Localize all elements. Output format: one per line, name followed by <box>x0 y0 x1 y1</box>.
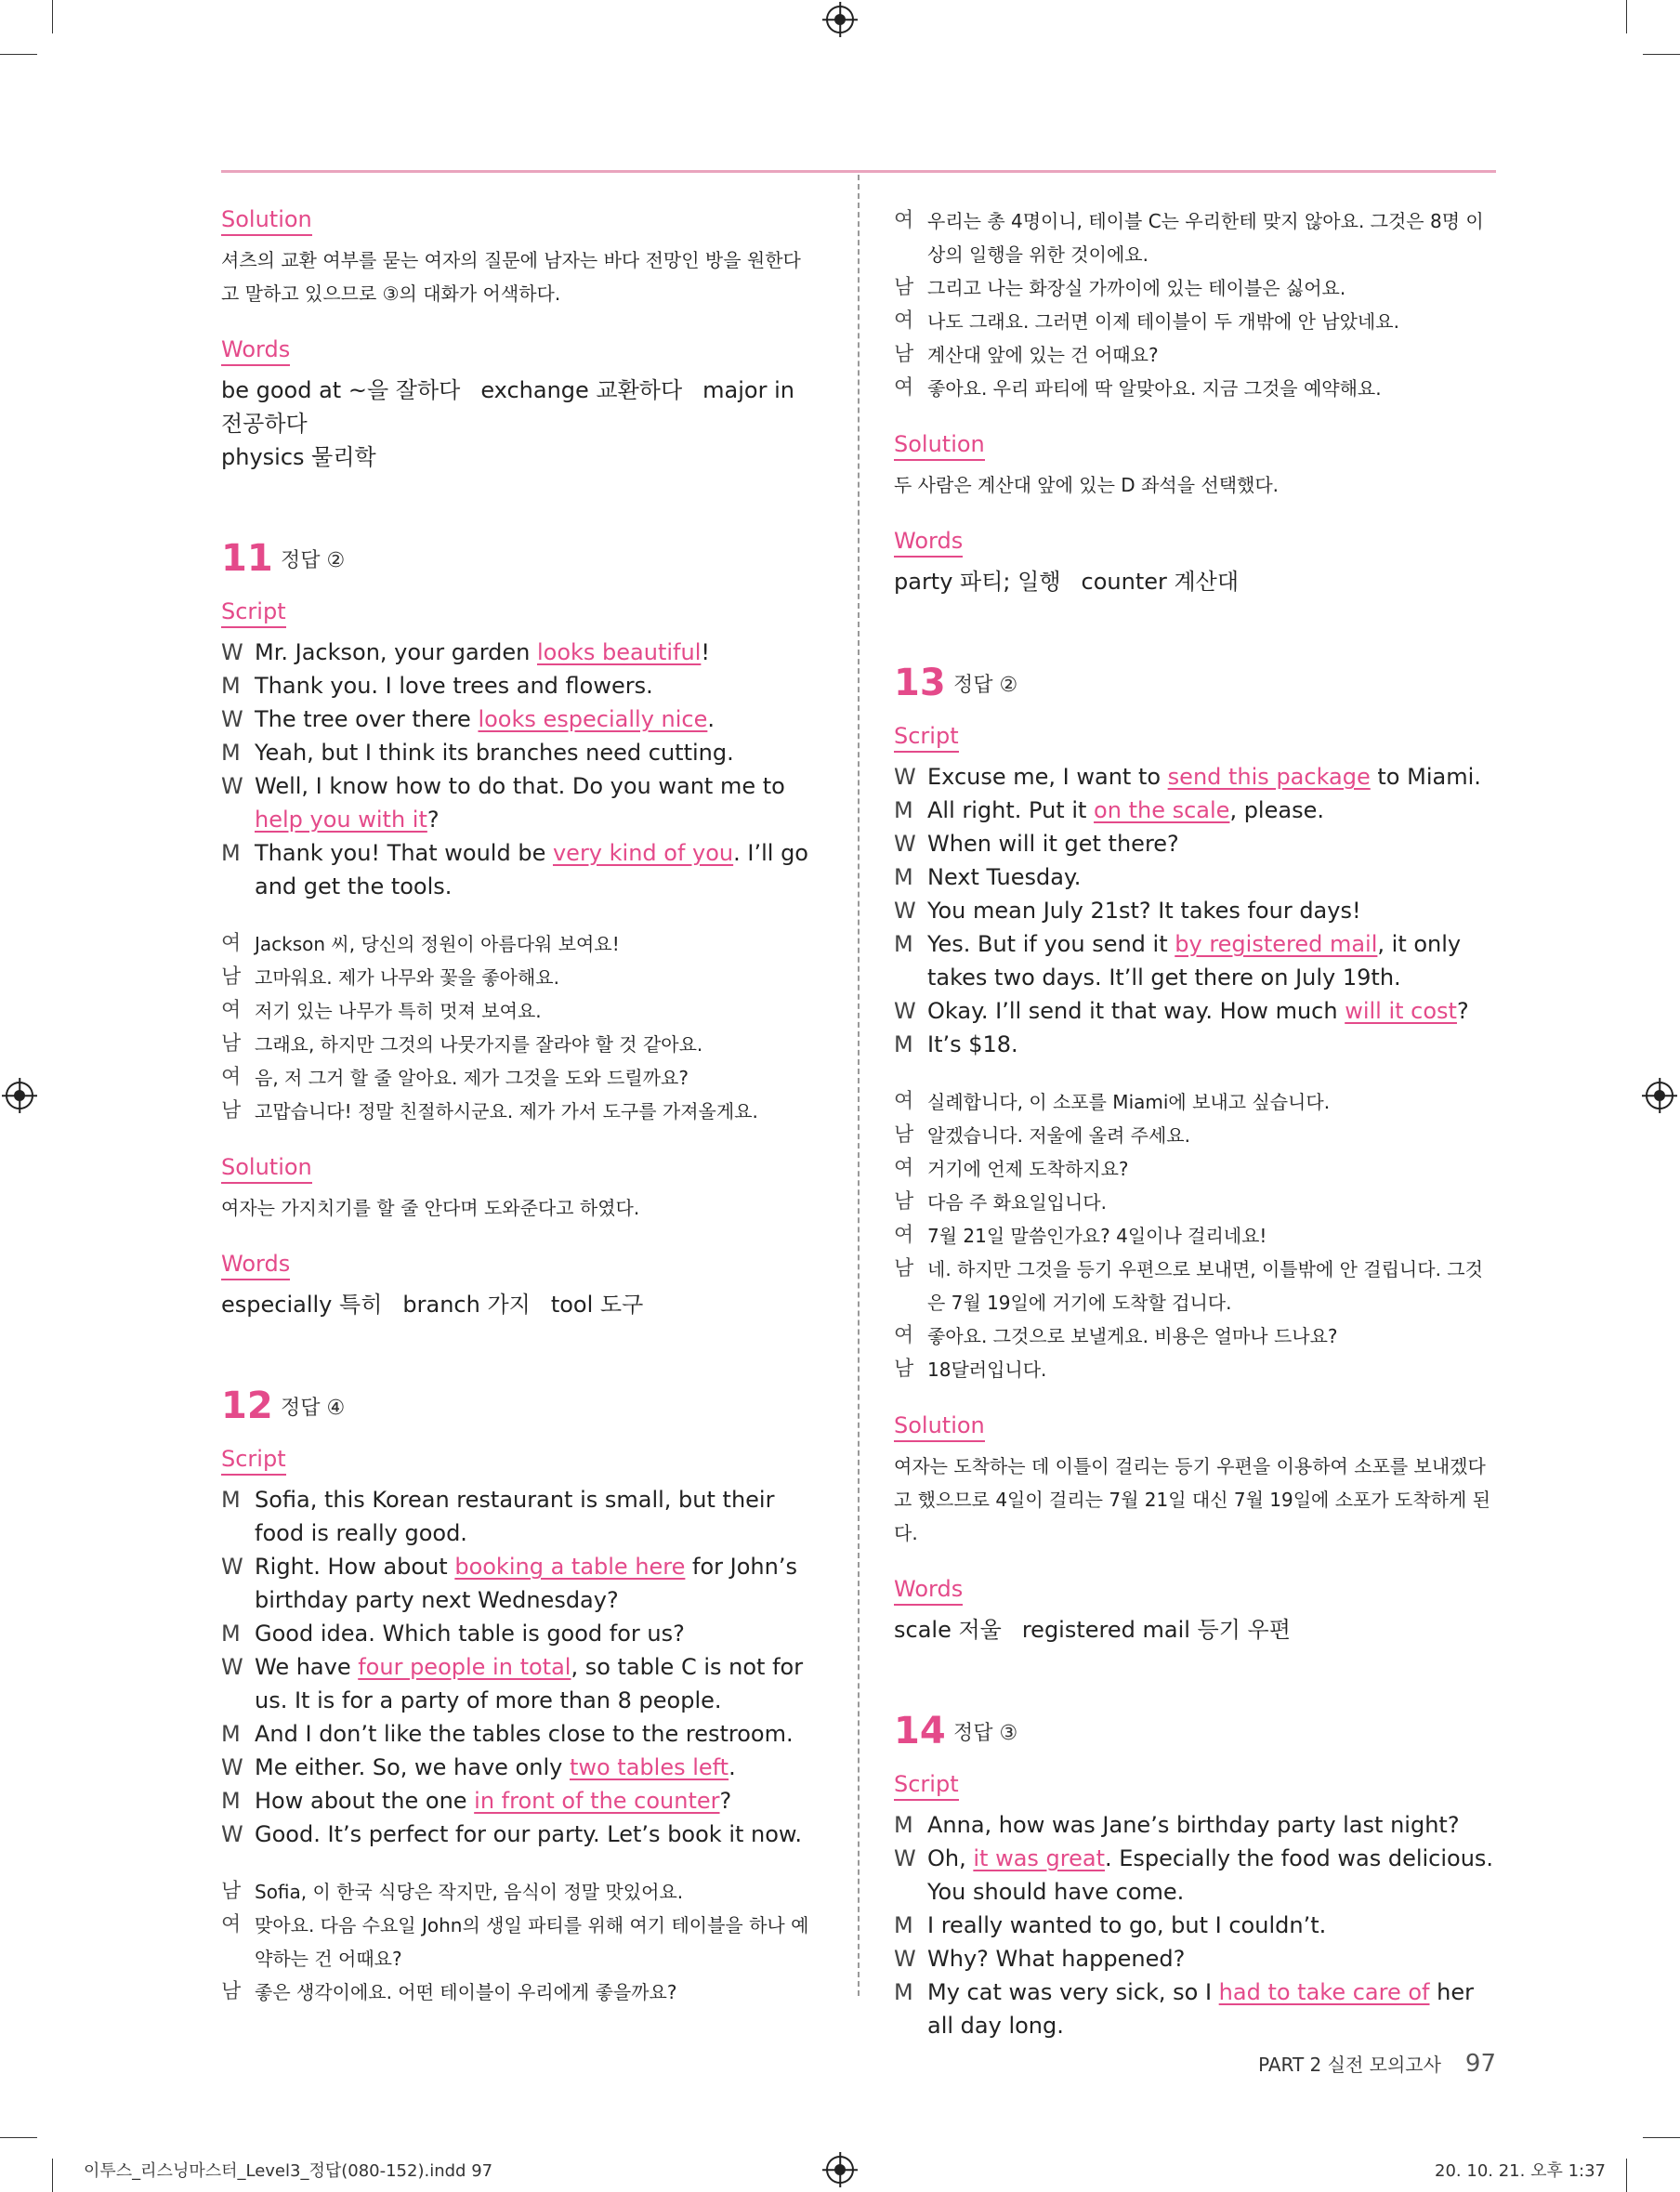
question-header <box>894 1706 1496 1756</box>
registration-mark-icon <box>826 6 854 33</box>
speaker-label: M <box>221 1788 241 1814</box>
line-text <box>255 1550 821 1617</box>
line-text: 좋은 생각이에요. 어떤 테이블이 우리에게 좋을까요? <box>255 1981 677 2003</box>
speaker-label: M <box>894 1031 913 1057</box>
question-header <box>894 658 1496 708</box>
text-segment: Oh, <box>927 1845 974 1871</box>
line-text <box>927 794 1496 827</box>
words-list: especially 특히 branch 가지 tool 도구 <box>221 1292 644 1318</box>
translation-line <box>894 1353 1496 1386</box>
line-text: 좋아요. 우리 파티에 딱 알맞아요. 지금 그것을 예약해요. <box>927 377 1382 400</box>
script-line <box>221 702 821 736</box>
speaker-label: 여 <box>894 1157 914 1180</box>
script-line <box>894 994 1496 1028</box>
question-number: 14 <box>894 1710 946 1752</box>
text-segment: Excuse me, I want to <box>927 764 1168 790</box>
translation-line <box>221 961 821 994</box>
line-text <box>255 1650 821 1717</box>
text-segment: Next Tuesday. <box>927 864 1082 890</box>
crop-mark <box>0 2137 37 2138</box>
text-segment: And I don’t like the tables close to the restroom. <box>255 1721 794 1747</box>
words-list: party 파티; 일행 counter 계산대 <box>894 569 1240 595</box>
speaker-label: 여 <box>894 1324 914 1347</box>
speaker-label: 남 <box>221 965 242 989</box>
line-text: 실례합니다, 이 소포를 Miami에 보내고 싶습니다. <box>927 1091 1331 1113</box>
line-text: 나도 그래요. 그러면 이제 테이블이 두 개밖에 안 남았네요. <box>927 310 1399 333</box>
question-header <box>221 533 821 584</box>
speaker-label: 남 <box>894 343 914 366</box>
text-segment: Sofia, this Korean restaurant is small, but their food is really good. <box>255 1487 775 1546</box>
text-segment: Yes. But if you send it <box>927 931 1175 957</box>
translation-line <box>221 1909 821 1975</box>
text-segment: , so table C is not for us. It is for a party of more than 8 people. <box>255 1654 804 1713</box>
crop-mark <box>1643 54 1680 55</box>
left-column <box>221 204 821 2009</box>
line-text: 우리는 총 4명이니, 테이블 C는 우리한테 맞지 않아요. 그것은 8명 이상의 일행을 위한 것이에요. <box>927 210 1484 266</box>
text-segment: It’s $18. <box>927 1031 1018 1057</box>
speaker-label: M <box>894 1912 913 1938</box>
line-text: Jackson 씨, 당신의 정원이 아름다워 보여요! <box>255 933 620 955</box>
speaker-label: M <box>894 931 913 957</box>
speaker-label: M <box>894 864 913 890</box>
line-text: 음, 저 그거 할 줄 알아요. 제가 그것을 도와 드릴까요? <box>255 1067 689 1089</box>
line-text <box>927 927 1496 994</box>
column-divider <box>858 175 860 1996</box>
speaker-label: W <box>221 639 243 665</box>
line-text: 좋아요. 그것으로 보낼게요. 비용은 얼마나 드나요? <box>927 1325 1338 1347</box>
speaker-label: 남 <box>221 1980 242 2003</box>
words-label: Words <box>894 526 963 558</box>
text-segment: The tree over there <box>255 706 479 732</box>
script-label: Script <box>221 597 286 628</box>
question-number: 13 <box>894 662 946 704</box>
line-text <box>255 836 821 903</box>
crop-mark <box>1643 2137 1680 2138</box>
slug-file: 이투스_리스닝마스터_Level3_정답(080-152).indd 97 <box>84 2161 493 2181</box>
key-phrase: send this package <box>1167 764 1371 790</box>
text-segment: Why? What happened? <box>927 1946 1186 1972</box>
translation-line <box>221 1061 821 1095</box>
key-phrase: on the scale <box>1094 797 1230 823</box>
script-line <box>221 736 821 769</box>
text-segment: Well, I know how to do that. Do you want me to <box>255 773 785 799</box>
speaker-label: M <box>221 1621 241 1647</box>
text-segment: I really wanted to go, but I couldn’t. <box>927 1912 1327 1938</box>
script-line <box>221 669 821 702</box>
speaker-label: 여 <box>894 1090 914 1113</box>
text-segment: ! <box>701 639 710 665</box>
answer-key: 정답 ④ <box>281 1396 346 1420</box>
text-segment: Good idea. Which table is good for us? <box>255 1621 685 1647</box>
translation-line <box>221 1095 821 1128</box>
translation-line <box>894 1085 1496 1119</box>
translation-line <box>894 1253 1496 1319</box>
script-line <box>221 769 821 836</box>
text-segment: , please. <box>1229 797 1324 823</box>
registration-mark-icon <box>826 2156 854 2184</box>
speaker-label: 여 <box>221 999 242 1022</box>
key-phrase: will it cost <box>1345 998 1457 1024</box>
line-text: 그리고 나는 화장실 가까이에 있는 테이블은 싫어요. <box>927 277 1346 299</box>
speaker-label: 남 <box>894 1190 914 1214</box>
text-segment: Right. How about <box>255 1554 455 1580</box>
script-line <box>894 1942 1496 1975</box>
text-segment: ? <box>1456 998 1469 1024</box>
solution-label: Solution <box>221 204 312 236</box>
key-phrase: two tables left <box>569 1754 729 1780</box>
script-line <box>221 1818 821 1851</box>
solution-label: Solution <box>221 1152 312 1184</box>
text-segment: , it only takes two days. It’ll get there on July 19th. <box>927 931 1462 991</box>
translation-line <box>221 1028 821 1061</box>
script-line <box>221 1550 821 1617</box>
text-segment: Thank you. I love trees and flowers. <box>255 673 653 699</box>
line-text: 거기에 언제 도착하지요? <box>927 1158 1129 1180</box>
text-segment: . <box>707 706 715 732</box>
speaker-label: W <box>894 898 916 924</box>
translation-line <box>221 927 821 961</box>
speaker-label: W <box>221 1821 243 1847</box>
script-line <box>894 1909 1496 1942</box>
script-line <box>221 1483 821 1550</box>
speaker-label: 여 <box>894 309 914 333</box>
script-line <box>894 827 1496 860</box>
words-label: Words <box>221 335 290 366</box>
text-segment: My cat was very sick, so I <box>927 1979 1219 2005</box>
speaker-label: W <box>894 1946 916 1972</box>
line-text: 그래요, 하지만 그것의 나뭇가지를 잘라야 할 것 같아요. <box>255 1033 703 1056</box>
question-header <box>221 1381 821 1431</box>
line-text: 7월 21일 말씀인가요? 4일이나 걸리네요! <box>927 1225 1267 1247</box>
translation-line <box>221 994 821 1028</box>
words-list: be good at ~을 잘하다 exchange 교환하다 major in 전공하다 physics 물리학 <box>221 377 794 470</box>
script-lines <box>221 636 821 903</box>
key-phrase: it was great <box>973 1845 1105 1871</box>
translation-line <box>894 305 1496 338</box>
script-line <box>894 1028 1496 1061</box>
crop-mark <box>1626 2159 1627 2192</box>
translation-line <box>894 1219 1496 1253</box>
line-text <box>927 894 1496 927</box>
speaker-label: M <box>221 673 241 699</box>
text-segment: . <box>728 1754 736 1780</box>
line-text <box>255 1784 821 1818</box>
words-label: Words <box>894 1574 963 1606</box>
script-line <box>894 794 1496 827</box>
key-phrase: booking a table here <box>454 1554 686 1580</box>
text-segment: When will it get there? <box>927 831 1179 857</box>
answer-key: 정답 ③ <box>953 1721 1018 1745</box>
translation-line <box>894 1319 1496 1353</box>
speaker-label: M <box>221 740 241 766</box>
registration-mark-icon <box>1646 1082 1673 1109</box>
speaker-label: W <box>894 998 916 1024</box>
script-line <box>894 760 1496 794</box>
text-segment: . Especially the food was delicious. You should have come. <box>927 1845 1494 1905</box>
script-label: Script <box>894 1769 959 1801</box>
line-text <box>927 1842 1496 1909</box>
speaker-label: W <box>221 1754 243 1780</box>
text-segment: ? <box>719 1788 732 1814</box>
line-text: 맞아요. 다음 수요일 John의 생일 파티를 위해 여기 테이블을 하나 예약하는 건 어때요? <box>255 1914 809 1970</box>
script-line <box>221 636 821 669</box>
speaker-label: 남 <box>894 1257 914 1280</box>
text-segment: We have <box>255 1654 359 1680</box>
script-line <box>221 1617 821 1650</box>
line-text <box>255 1483 821 1550</box>
speaker-label: 여 <box>894 1224 914 1247</box>
speaker-label: 여 <box>894 209 914 232</box>
solution-text: 셔츠의 교환 여부를 묻는 여자의 질문에 남자는 바다 전망인 방을 원한다 고 말하고 있으므로 ③의 대화가 어색하다. <box>221 249 801 305</box>
line-text <box>927 1909 1496 1942</box>
page-footer <box>1258 2050 1496 2078</box>
speaker-label: W <box>221 773 243 799</box>
speaker-label: W <box>221 1654 243 1680</box>
translation-line <box>894 338 1496 372</box>
script-line <box>894 1842 1496 1909</box>
text-segment: to Miami. <box>1370 764 1481 790</box>
speaker-label: 남 <box>221 1032 242 1056</box>
line-text <box>255 1717 821 1751</box>
footer-section: PART 2 실전 모의고사 <box>1258 2054 1441 2076</box>
line-text <box>255 702 821 736</box>
translation-line <box>894 204 1496 271</box>
line-text <box>255 669 821 702</box>
crop-mark <box>52 2159 53 2192</box>
key-phrase: by registered mail <box>1175 931 1378 957</box>
script-line <box>221 1650 821 1717</box>
speaker-label: W <box>894 831 916 857</box>
speaker-label: M <box>221 1487 241 1513</box>
question-number: 11 <box>221 537 273 580</box>
text-segment: Thank you! That would be <box>255 840 553 866</box>
right-column <box>894 204 1496 2042</box>
speaker-label: M <box>894 1979 913 2005</box>
key-phrase: looks especially nice <box>478 706 708 732</box>
speaker-label: M <box>894 1812 913 1838</box>
solution-label: Solution <box>894 429 985 461</box>
line-text <box>927 1942 1496 1975</box>
line-text: 알겠습니다. 저울에 올려 주세요. <box>927 1124 1190 1147</box>
script-lines <box>894 760 1496 1061</box>
text-segment: Me either. So, we have only <box>255 1754 570 1780</box>
script-lines <box>894 1808 1496 2042</box>
script-line <box>221 836 821 903</box>
answer-key: 정답 ② <box>953 673 1018 697</box>
text-segment: Good. It’s perfect for our party. Let’s book it now. <box>255 1821 802 1847</box>
speaker-label: 여 <box>894 376 914 400</box>
line-text: 계산대 앞에 있는 건 어때요? <box>927 344 1159 366</box>
speaker-label: M <box>894 797 913 823</box>
line-text: 18달러입니다. <box>927 1359 1047 1381</box>
speaker-label: 남 <box>894 1123 914 1147</box>
translation-line <box>894 1152 1496 1186</box>
line-text <box>255 636 821 669</box>
crop-mark <box>52 0 53 33</box>
text-segment: ? <box>427 807 440 833</box>
translation-lines <box>894 204 1496 405</box>
translation-line <box>894 271 1496 305</box>
speaker-label: 여 <box>221 1913 242 1936</box>
key-phrase: looks beautiful <box>536 639 702 665</box>
script-line <box>221 1751 821 1784</box>
script-line <box>894 860 1496 894</box>
script-line <box>894 1975 1496 2042</box>
line-text: 네. 하지만 그것을 등기 우편으로 보내면, 이틀밖에 안 걸립니다. 그것은 7월 19일에 거기에 도착할 겁니다. <box>927 1258 1483 1314</box>
words-list: scale 저울 registered mail 등기 우편 <box>894 1617 1291 1643</box>
question-number: 12 <box>221 1385 273 1427</box>
speaker-label: M <box>221 840 241 866</box>
solution-text: 여자는 도착하는 데 이틀이 걸리는 등기 우편을 이용하여 소포를 보내겠다 고 했으므로 4일이 걸리는 7월 21일 대신 7월 19일에 소포가 도착하게 된다. <box>894 1455 1491 1544</box>
solution-label: Solution <box>894 1411 985 1442</box>
line-text <box>927 760 1496 794</box>
script-line <box>894 894 1496 927</box>
line-text <box>255 1751 821 1784</box>
key-phrase: in front of the counter <box>474 1788 720 1814</box>
solution-text: 두 사람은 계산대 앞에 있는 D 좌석을 선택했다. <box>894 474 1280 496</box>
line-text <box>927 1975 1496 2042</box>
speaker-label: 남 <box>221 1880 242 1903</box>
translation-line <box>221 1875 821 1909</box>
text-segment: . I’ll go and get the tools. <box>255 840 808 899</box>
line-text <box>927 1808 1496 1842</box>
script-label: Script <box>894 721 959 753</box>
translation-lines <box>221 1875 821 2009</box>
line-text <box>255 736 821 769</box>
speaker-label: W <box>221 1554 243 1580</box>
text-segment: Mr. Jackson, your garden <box>255 639 537 665</box>
line-text <box>255 1818 821 1851</box>
line-text <box>255 769 821 836</box>
slug-datetime: 20. 10. 21. 오후 1:37 <box>1435 2161 1606 2181</box>
speaker-label: 남 <box>221 1099 242 1122</box>
translation-lines <box>221 927 821 1128</box>
line-text: 고맙습니다! 정말 친절하시군요. 제가 가서 도구를 가져올게요. <box>255 1100 758 1122</box>
words-label: Words <box>221 1249 290 1280</box>
text-segment: How about the one <box>255 1788 475 1814</box>
speaker-label: 여 <box>221 932 242 955</box>
speaker-label: 여 <box>221 1066 242 1089</box>
text-segment: Okay. I’ll send it that way. How much <box>927 998 1345 1024</box>
text-segment: her all day long. <box>927 1979 1474 2039</box>
translation-lines <box>894 1085 1496 1386</box>
script-line <box>894 927 1496 994</box>
key-phrase: four people in total <box>358 1654 571 1680</box>
text-segment: You mean July 21st? It takes four days! <box>927 898 1361 924</box>
text-segment: Yeah, but I think its branches need cutting. <box>255 740 734 766</box>
line-text <box>927 860 1496 894</box>
solution-text: 여자는 가지치기를 할 줄 안다며 도와준다고 하였다. <box>221 1197 640 1219</box>
key-phrase: had to take care of <box>1218 1979 1430 2005</box>
speaker-label: 남 <box>894 1358 914 1381</box>
speaker-label: 남 <box>894 276 914 299</box>
line-text: 다음 주 화요일입니다. <box>927 1191 1107 1214</box>
key-phrase: very kind of you <box>552 840 734 866</box>
text-segment: for John’s birthday party next Wednesday? <box>255 1554 797 1613</box>
translation-line <box>894 1119 1496 1152</box>
speaker-label: W <box>894 1845 916 1871</box>
translation-line <box>894 372 1496 405</box>
line-text: 고마워요. 제가 나무와 꽃을 좋아해요. <box>255 966 559 989</box>
script-line <box>894 1808 1496 1842</box>
speaker-label: M <box>221 1721 241 1747</box>
translation-line <box>894 1186 1496 1219</box>
speaker-label: W <box>221 706 243 732</box>
line-text <box>927 827 1496 860</box>
page-number: 97 <box>1464 2050 1496 2078</box>
top-rule <box>221 170 1496 173</box>
speaker-label: W <box>894 764 916 790</box>
line-text <box>927 1028 1496 1061</box>
line-text <box>927 994 1496 1028</box>
text-segment: Anna, how was Jane’s birthday party last night? <box>927 1812 1460 1838</box>
crop-mark <box>1626 0 1627 33</box>
key-phrase: help you with it <box>255 807 427 833</box>
line-text: Sofia, 이 한국 식당은 작지만, 음식이 정말 맛있어요. <box>255 1881 684 1903</box>
answer-key: 정답 ② <box>281 548 346 572</box>
line-text: 저기 있는 나무가 특히 멋져 보여요. <box>255 1000 542 1022</box>
line-text <box>255 1617 821 1650</box>
registration-mark-icon <box>6 1082 33 1109</box>
script-label: Script <box>221 1444 286 1476</box>
translation-line <box>221 1975 821 2009</box>
script-line <box>221 1717 821 1751</box>
crop-mark <box>0 54 37 55</box>
text-segment: All right. Put it <box>927 797 1095 823</box>
script-line <box>221 1784 821 1818</box>
script-lines <box>221 1483 821 1851</box>
